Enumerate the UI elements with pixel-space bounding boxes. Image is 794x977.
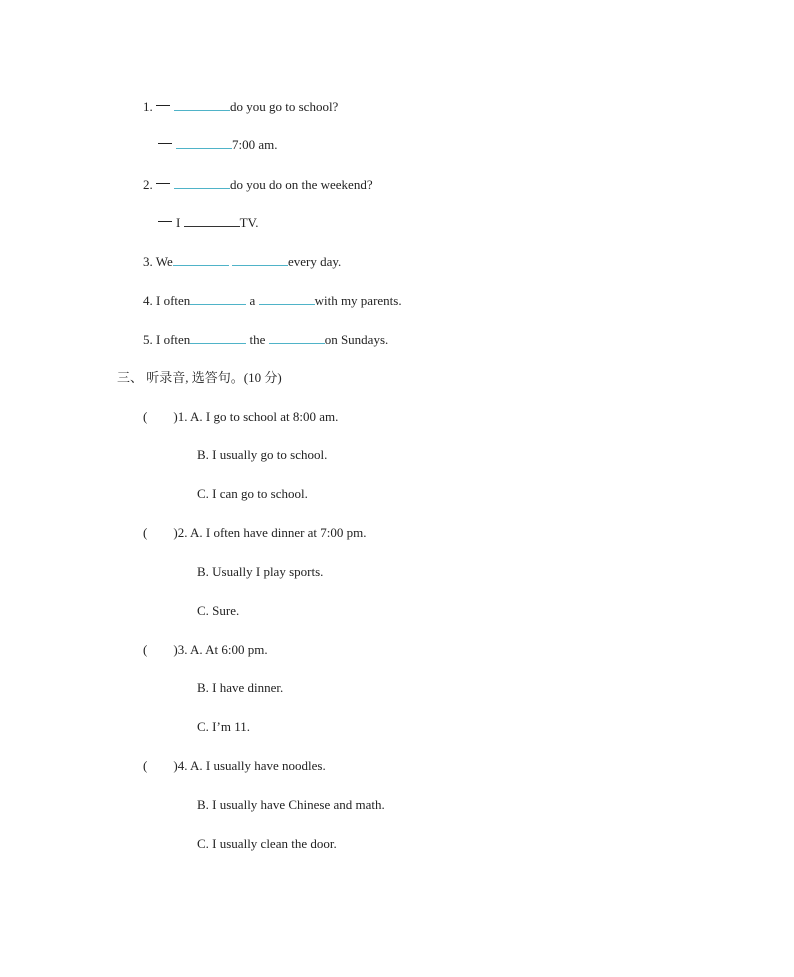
- q2-blank-a[interactable]: [174, 176, 230, 189]
- question-2: [143, 525, 367, 541]
- q4-prefix: I often: [156, 293, 191, 308]
- question-1: [143, 409, 338, 425]
- fill-q2-line-b: [158, 214, 259, 231]
- option-a: A. I usually have noodles.: [189, 758, 326, 773]
- question-3: [143, 642, 268, 658]
- q2-blank-b[interactable]: [184, 214, 240, 227]
- fill-q2-line-a: [143, 176, 373, 193]
- q1-number: 1.: [143, 99, 153, 114]
- q2-number: 2.: [143, 177, 153, 192]
- option-a: A. I often have dinner at 7:00 pm.: [189, 525, 367, 540]
- section3-title: 三、 听录音, 选答句。(10 分): [117, 370, 282, 385]
- q1-option-c: C. I can go to school.: [197, 486, 308, 501]
- question-number: 1.: [177, 409, 188, 424]
- q5-number: 5.: [143, 332, 153, 347]
- question-number: 4.: [177, 758, 188, 773]
- q1-text-a: do you go to school?: [230, 99, 339, 114]
- dash-icon: [158, 143, 172, 144]
- q3-number: 3.: [143, 254, 153, 269]
- q4-text: with my parents.: [314, 293, 402, 308]
- q4-option-c: C. I usually clean the door.: [197, 836, 337, 851]
- q3-option-c: C. I’m 11.: [197, 719, 250, 734]
- q2-text-b: TV.: [239, 215, 259, 230]
- fill-q4-line: [143, 292, 402, 309]
- q5-mid: the: [249, 332, 266, 347]
- q2-text-a: do you do on the weekend?: [230, 177, 373, 192]
- answer-paren-close: ): [173, 758, 178, 773]
- q2-option-c: C. Sure.: [197, 603, 240, 618]
- fill-q1-line-b: [158, 136, 278, 153]
- q1-text-b: 7:00 am.: [232, 137, 278, 152]
- fill-q3-line: [143, 253, 341, 270]
- answer-paren-open: (: [143, 758, 148, 773]
- q1-blank-b[interactable]: [176, 136, 232, 149]
- question-number: 2.: [177, 525, 188, 540]
- q3-blank-2[interactable]: [232, 253, 288, 266]
- fill-q5-line: [143, 331, 388, 348]
- answer-paren-close: ): [173, 642, 178, 657]
- q3-text: every day.: [288, 254, 342, 269]
- option-a: A. At 6:00 pm.: [189, 642, 268, 657]
- q1-blank-a[interactable]: [174, 98, 230, 111]
- q4-blank-1[interactable]: [190, 292, 246, 305]
- answer-paren-open: (: [143, 642, 148, 657]
- q2-prefix-b: I: [176, 215, 181, 230]
- answer-paren-close: ): [173, 525, 178, 540]
- q1-option-b: B. I usually go to school.: [197, 447, 328, 462]
- dash-icon: [156, 105, 170, 106]
- answer-paren-close: ): [173, 409, 178, 424]
- q2-option-b: B. Usually I play sports.: [197, 564, 324, 579]
- question-number: 3.: [177, 642, 188, 657]
- q3-prefix: We: [155, 254, 173, 269]
- q3-option-b: B. I have dinner.: [197, 680, 284, 695]
- q5-text: on Sundays.: [324, 332, 389, 347]
- q4-mid: a: [249, 293, 256, 308]
- dash-icon: [156, 183, 170, 184]
- answer-paren-open: (: [143, 409, 148, 424]
- question-4: [143, 758, 326, 774]
- dash-icon: [158, 221, 172, 222]
- q5-blank-1[interactable]: [190, 331, 246, 344]
- q5-blank-2[interactable]: [269, 331, 325, 344]
- answer-paren-open: (: [143, 525, 148, 540]
- q5-prefix: I often: [156, 332, 191, 347]
- q4-option-b: B. I usually have Chinese and math.: [197, 797, 385, 812]
- option-a: A. I go to school at 8:00 am.: [189, 409, 339, 424]
- q4-number: 4.: [143, 293, 153, 308]
- q3-blank-1[interactable]: [173, 253, 229, 266]
- fill-q1-line-a: [143, 98, 338, 115]
- q4-blank-2[interactable]: [259, 292, 315, 305]
